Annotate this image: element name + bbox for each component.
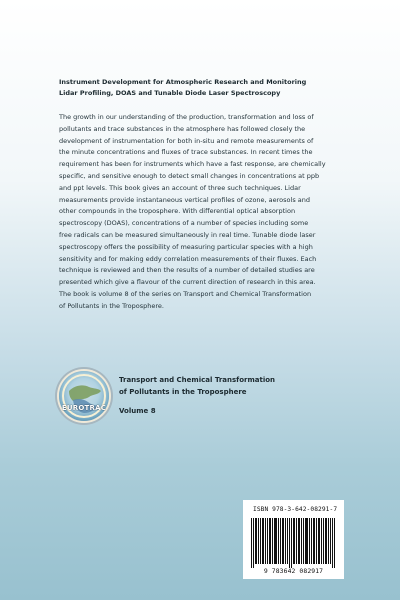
headline-line: Lidar Profiling, DOAS and Tunable Diode Laser Spectroscopy <box>59 89 281 97</box>
description-line: measurements provide instantaneous vertical profiles of ozone, aerosols and <box>59 195 311 204</box>
description-line: of Pollutants in the Troposphere. <box>59 301 164 310</box>
logo-text: EUROTRAC <box>61 404 107 412</box>
description-line: The book is volume 8 of the series on Transport and Chemical Transformation <box>59 289 312 298</box>
barcode-number: 9 783642 082917 <box>263 567 324 575</box>
barcode-panel <box>243 500 344 579</box>
cover-content <box>59 77 359 313</box>
book-description <box>59 112 359 313</box>
cover-headline <box>59 77 359 99</box>
description-line: spectroscopy (DOAS), concentrations of a number of species including some <box>59 219 309 228</box>
eurotrac-logo-icon <box>59 371 109 421</box>
series-block <box>59 369 339 439</box>
series-title <box>119 374 339 417</box>
description-line: requirement has been for instruments which have a fast response, are chemically <box>59 160 326 169</box>
description-line: The growth in our understanding of the production, transformation and loss of <box>59 113 314 121</box>
description-line: development of instrumentation for both in-situ and remote measurements of <box>59 136 314 145</box>
description-line: free radicals can be measured simultaneously in real time. Tunable diode laser <box>59 230 316 239</box>
description-line: sensitivity and for making eddy correlation measurements of their fluxes. Each <box>59 254 317 263</box>
description-line: spectroscopy offers the possibility of measuring particular species with a high <box>59 242 313 251</box>
description-line: the minute concentrations and fluxes of trace substances. In recent times the <box>59 148 313 157</box>
description-line: technique is reviewed and then the results of a number of detailed studies are <box>59 266 315 275</box>
description-line: presented which give a flavour of the current direction of research in this area. <box>59 278 316 287</box>
description-line: other compounds in the troposphere. With differential optical absorption <box>59 207 296 216</box>
series-title-line-1: Transport and Chemical Transformation <box>119 376 276 384</box>
series-volume: Volume 8 <box>119 407 156 415</box>
headline-line: Instrument Development for Atmospheric Research and Monitoring <box>59 78 307 86</box>
series-title-line-2: of Pollutants in the Troposphere <box>119 388 247 396</box>
description-line: specific, and sensitive enough to detect small changes in concentrations at ppb <box>59 171 320 180</box>
description-line: pollutants and trace substances in the atmosphere has followed closely the <box>59 124 306 133</box>
description-line: and ppt levels. This book gives an account of three such techniques. Lidar <box>59 183 301 192</box>
isbn-text: ISBN 978-3-642-08291-7 <box>253 506 338 513</box>
barcode-graphic <box>251 518 337 568</box>
eurotrac-logo-icon-graphic <box>59 371 109 421</box>
